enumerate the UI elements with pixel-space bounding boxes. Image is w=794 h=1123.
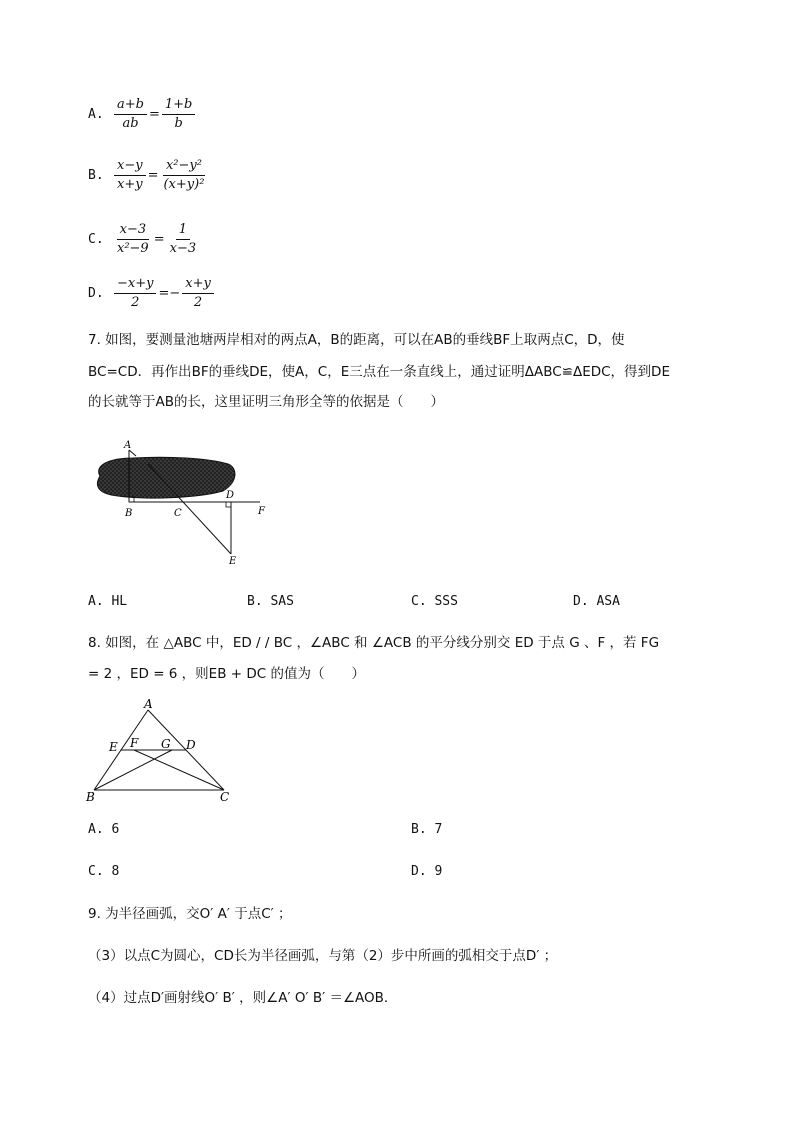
q9-line1: 9. 为半径画弧，交O′ A′ 于点C′ ； bbox=[88, 906, 292, 922]
q6-option-a bbox=[88, 97, 195, 132]
q9-line2: （3）以点C为圆心，CD长为半径画弧，与第（2）步中所画的弧相交于点D′ ； bbox=[88, 948, 558, 964]
fraction-left: $\frac{-x+y}{2}$ bbox=[114, 276, 156, 311]
label-a: A bbox=[124, 440, 132, 451]
q8-choice-b: B. 7 bbox=[411, 822, 443, 837]
q7-stem-line1: 7. 如图，要测量池塘两岸相对的两点A，B的距离，可以在AB的垂线BF上取两点C，D，使 bbox=[88, 332, 625, 348]
q6-option-b bbox=[88, 158, 207, 193]
fraction-left: $\frac{a+b}{ab}$ bbox=[114, 97, 147, 132]
fraction-left: $\frac{x-y}{x+y}$ bbox=[114, 158, 146, 193]
q7-stem-line2: BC=CD．再作出BF的垂线DE，使A，C，E三点在一条直线上，通过证明ΔABC≌ΔEDC，得到DE bbox=[88, 364, 670, 380]
label-g: G bbox=[161, 737, 171, 751]
pond-shape bbox=[97, 457, 235, 498]
label-c: C bbox=[174, 508, 182, 519]
q9-line3: （4）过点D′画射线O′ B′ ，则∠A′ O′ B′ ＝∠AOB． bbox=[88, 990, 398, 1006]
q6-option-c bbox=[88, 222, 199, 257]
q8-choice-c: C. 8 bbox=[88, 864, 120, 879]
label-d: D bbox=[186, 738, 196, 752]
fraction-left: $\frac{x-3}{\text{x²−9}}$ bbox=[117, 222, 149, 256]
q8-choice-a: A. 6 bbox=[88, 822, 120, 837]
option-label: D. bbox=[88, 286, 104, 301]
q7-pond-figure bbox=[88, 436, 278, 568]
fraction-right: $\frac{x+y}{2}$ bbox=[182, 276, 214, 311]
equals-sign: = bbox=[148, 107, 160, 122]
fraction-right: $\frac{1}{x-3}$ bbox=[169, 222, 197, 256]
bisector-bg bbox=[94, 750, 172, 790]
label-a: A bbox=[144, 697, 153, 711]
q8-choice-d: D. 9 bbox=[411, 864, 443, 879]
label-e: E bbox=[109, 740, 118, 754]
q8-stem-line2: = 2 ，ED = 6 ，则EB + DC 的值为（ ） bbox=[88, 666, 365, 682]
q8-triangle-figure bbox=[84, 696, 244, 804]
label-f: F bbox=[258, 506, 265, 517]
q7-choice-b: B. SAS bbox=[247, 594, 294, 609]
q7-choice-a: A. HL bbox=[88, 594, 128, 609]
label-b: B bbox=[125, 508, 133, 519]
label-e: E bbox=[229, 556, 237, 567]
option-label: A. bbox=[88, 107, 104, 122]
label-d: D bbox=[226, 490, 235, 501]
equals-sign: = bbox=[153, 232, 165, 247]
fraction-right: $\frac{1+b}{b}$ bbox=[162, 97, 196, 132]
right-angle-d bbox=[226, 502, 231, 507]
q7-stem-line3: 的长就等于AB的长，这里证明三角形全等的依据是（ ） bbox=[88, 394, 444, 410]
option-label: C. bbox=[88, 232, 104, 247]
label-c: C bbox=[220, 790, 230, 804]
q7-choice-c: C. SSS bbox=[411, 594, 458, 609]
q7-choice-d: D. ASA bbox=[573, 594, 620, 609]
equals-sign: = bbox=[147, 168, 159, 183]
equals-minus-sign: =− bbox=[158, 286, 181, 301]
label-f: F bbox=[130, 736, 139, 750]
bisector-cf bbox=[134, 750, 224, 790]
option-label: B. bbox=[88, 168, 104, 183]
q6-option-d bbox=[88, 276, 214, 311]
label-b: B bbox=[86, 790, 95, 804]
fraction-right: $\frac{\text{x²−y²}}{\text{(x+y)²}}$ bbox=[163, 158, 205, 192]
q8-stem-line1: 8. 如图，在 △ABC 中，ED / / BC ，∠ABC 和 ∠ACB 的平分线分别交 ED 于点 G 、F ，若 FG bbox=[88, 635, 660, 651]
